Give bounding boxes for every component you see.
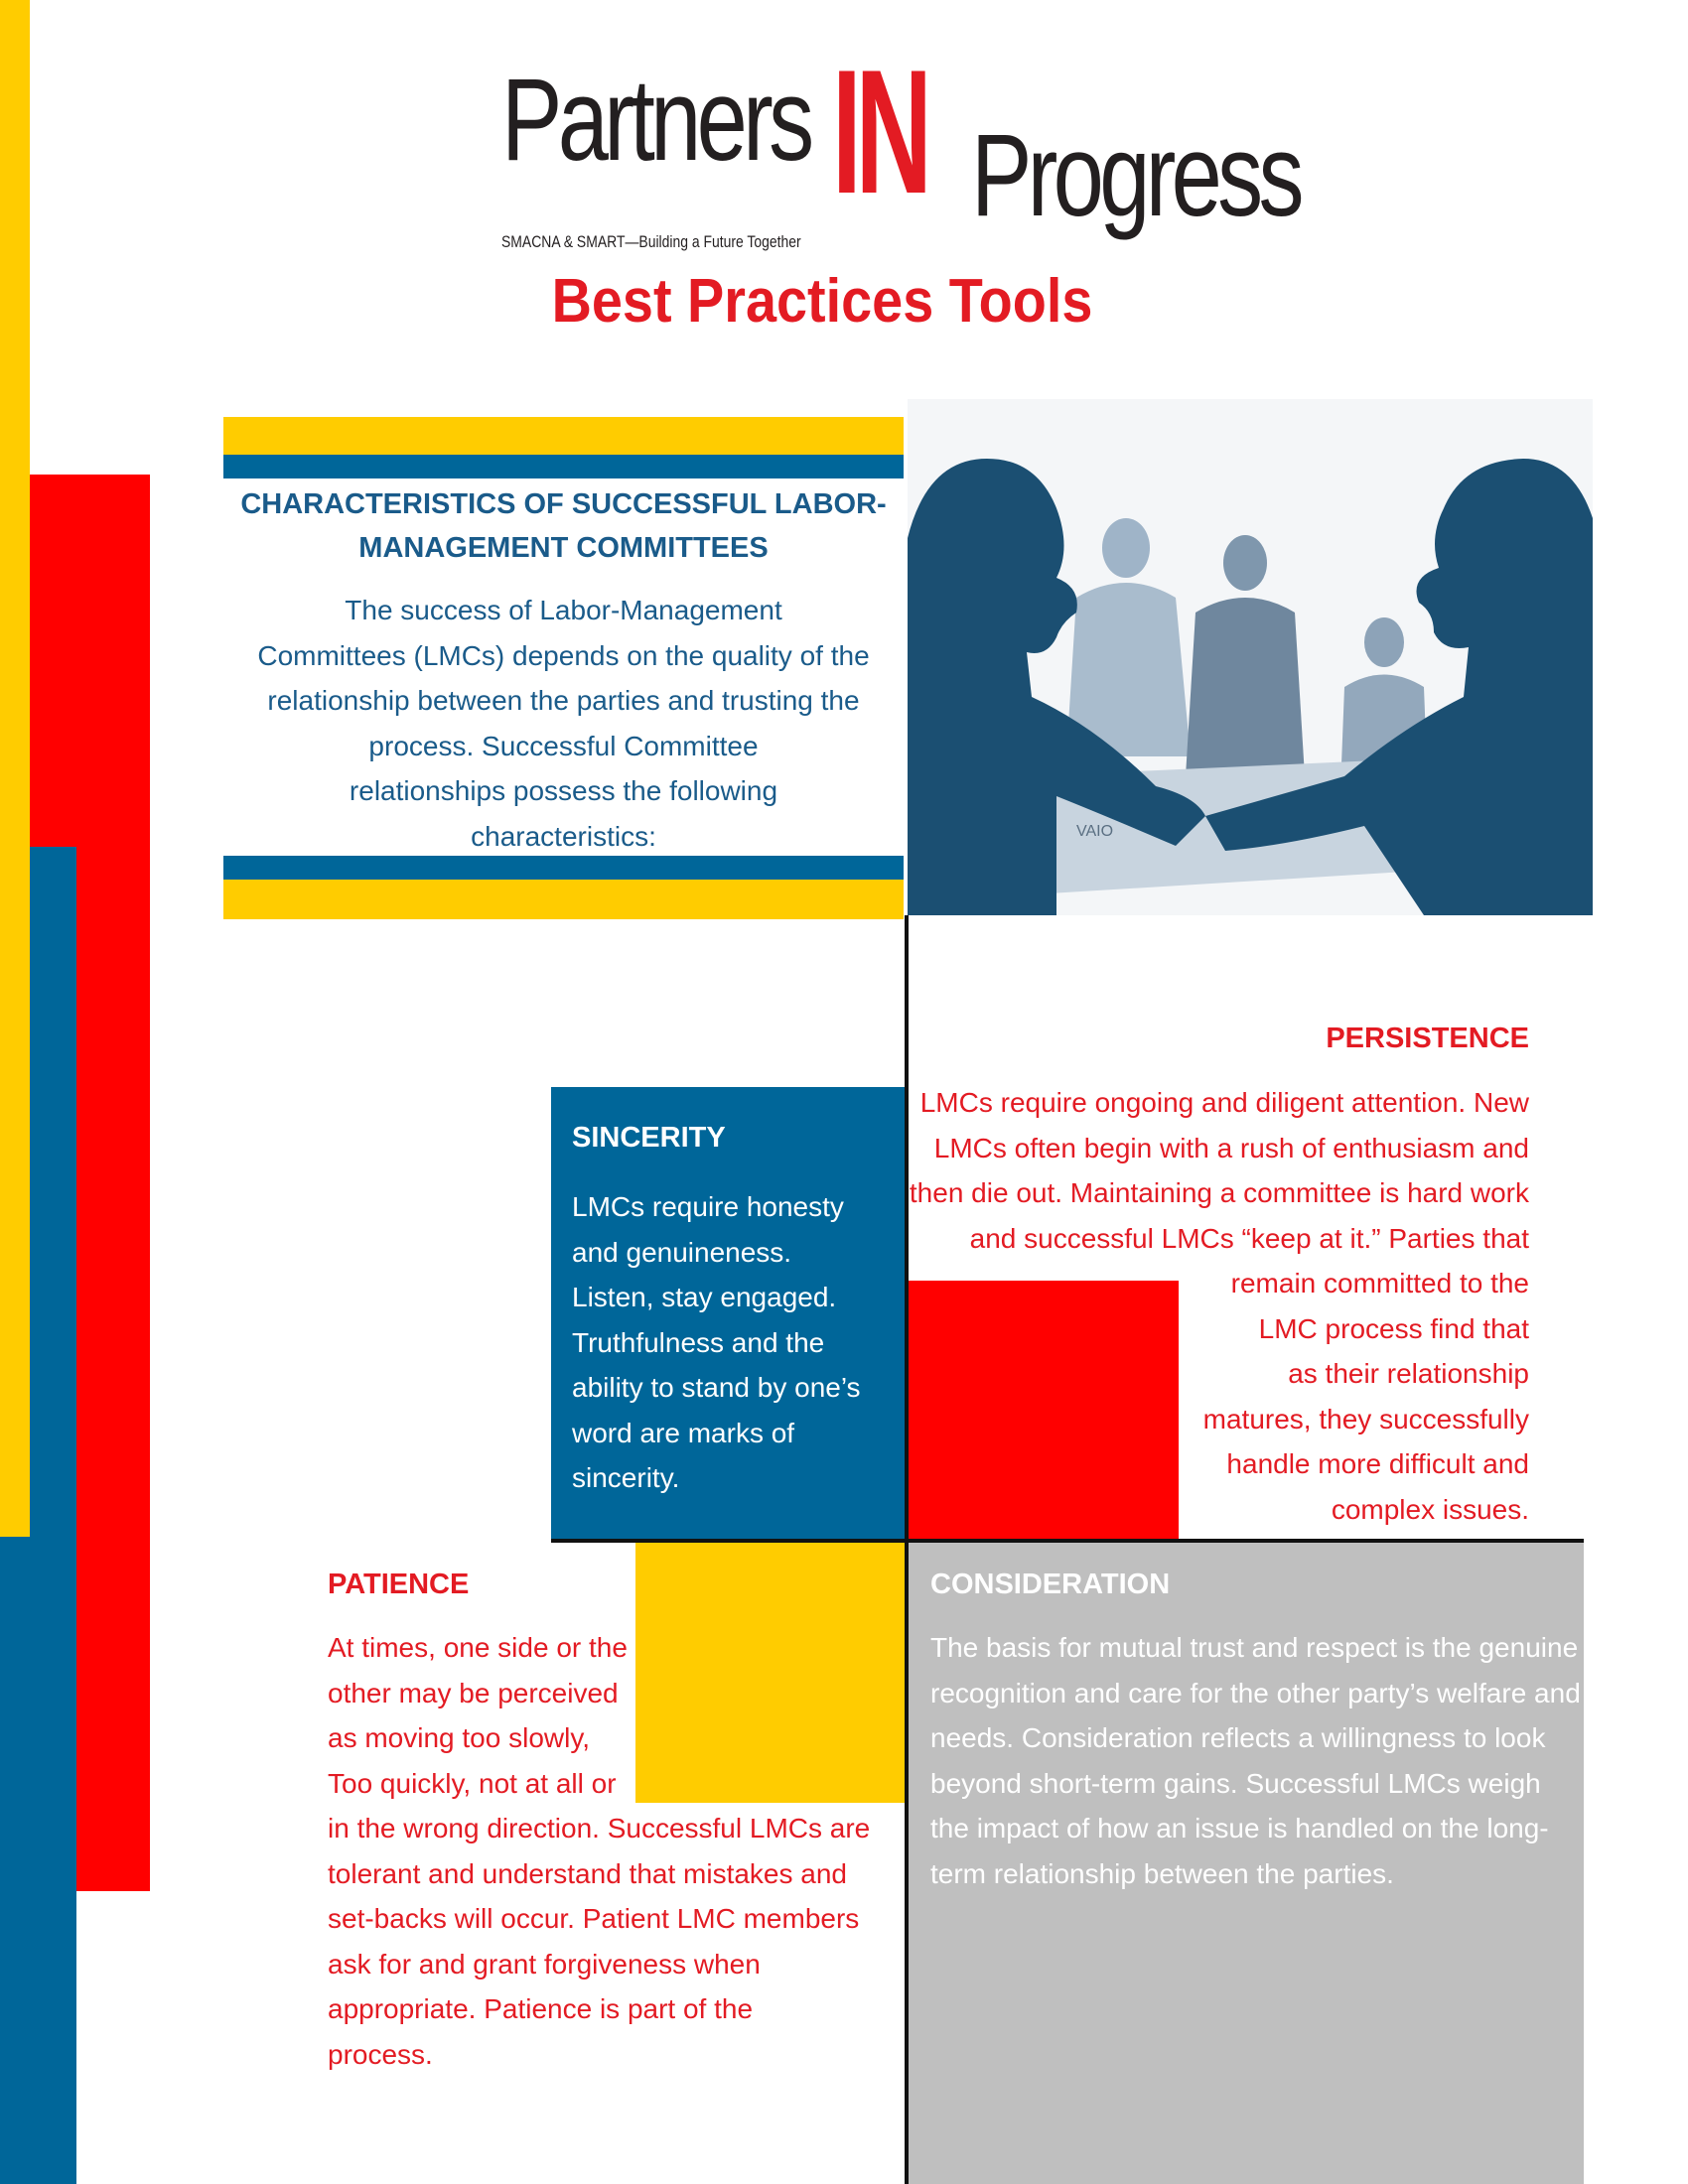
patience-line: process. <box>328 2038 433 2070</box>
patience-line: At times, one side or the <box>328 1632 628 1663</box>
intro-stripe-yellow-top <box>223 417 904 455</box>
intro-heading <box>223 482 904 570</box>
intro-body-line: characteristics: <box>471 820 656 852</box>
logo-progress-text: Progress <box>971 110 1300 241</box>
consideration-body <box>930 1625 1581 1896</box>
persistence-line: LMCs often begin with a rush of enthusiasm and <box>933 1132 1529 1163</box>
consideration-heading: CONSIDERATION <box>930 1569 1171 1600</box>
handshake-silhouette-image <box>908 399 1593 915</box>
intro-body-line: process. Successful Committee <box>368 730 759 761</box>
left-yellow-bar <box>0 0 30 1537</box>
patience-heading: PATIENCE <box>328 1569 470 1600</box>
left-blue-inner-bar <box>30 847 76 1537</box>
left-blue-bar <box>0 1537 76 2184</box>
intro-stripe-blue-bottom <box>223 856 904 880</box>
patience-line: as moving too slowly, <box>328 1722 591 1753</box>
patience-line: other may be perceived <box>328 1677 619 1708</box>
consideration-line: The basis for mutual trust and respect is the genuine <box>930 1632 1579 1663</box>
persistence-line: remain committed to the <box>1230 1268 1529 1298</box>
sincerity-line: Listen, stay engaged. <box>572 1282 837 1312</box>
persistence-line: matures, they successfully <box>1202 1403 1529 1434</box>
persistence-body <box>909 1080 1529 1532</box>
patience-line: in the wrong direction. Successful LMCs are <box>328 1813 871 1843</box>
page-title: Best Practices Tools <box>551 267 1093 336</box>
intro-body-line: relationships possess the following <box>349 775 778 806</box>
horizontal-divider <box>551 1539 1584 1543</box>
patience-body <box>328 1625 904 2077</box>
consideration-line: beyond short-term gains. Successful LMCs weigh <box>930 1767 1541 1799</box>
intro-stripe-yellow-bottom <box>223 880 904 919</box>
intro-heading-line: CHARACTERISTICS OF SUCCESSFUL LABOR- <box>240 488 887 520</box>
intro-heading-line: MANAGEMENT COMMITTEES <box>358 532 769 564</box>
logo-in-text: IN <box>832 33 926 230</box>
sincerity-line: LMCs require honesty <box>572 1191 844 1222</box>
intro-body <box>243 588 884 859</box>
handshake-photo <box>908 399 1593 915</box>
logo-tagline: SMACNA & SMART—Building a Future Together <box>501 232 801 251</box>
patience-line: Too quickly, not at all or <box>328 1767 617 1799</box>
laptop-brand-label: VAIO <box>1076 823 1114 840</box>
persistence-line: as their relationship <box>1288 1358 1529 1389</box>
sincerity-line: and genuineness. <box>572 1236 792 1268</box>
patience-line: tolerant and understand that mistakes and <box>328 1857 848 1889</box>
consideration-line: term relationship between the parties. <box>930 1857 1394 1889</box>
consideration-line: needs. Consideration reflects a willingness to look <box>930 1722 1546 1753</box>
patience-line: set-backs will occur. Patient LMC members <box>328 1903 860 1934</box>
persistence-line: handle more difficult and <box>1226 1448 1529 1479</box>
sincerity-line: sincerity. <box>572 1462 680 1493</box>
consideration-line: the impact of how an issue is handled on the long- <box>930 1813 1549 1843</box>
persistence-line: and successful LMCs “keep at it.” Parties that <box>969 1222 1529 1254</box>
consideration-line: recognition and care for the other party’s welfare and <box>930 1677 1581 1708</box>
patience-line: appropriate. Patience is part of the <box>328 1993 754 2024</box>
sincerity-line: Truthfulness and the <box>572 1326 825 1358</box>
persistence-line: then die out. Maintaining a committee is hard work <box>909 1177 1529 1208</box>
intro-stripe-blue-top <box>223 455 904 478</box>
sincerity-line: ability to stand by one’s <box>572 1372 861 1403</box>
sincerity-body <box>572 1184 895 1501</box>
persistence-line: LMC process find that <box>1258 1312 1529 1344</box>
patience-line: ask for and grant forgiveness when <box>328 1948 761 1979</box>
logo-partners-text: Partners <box>501 55 810 186</box>
sincerity-heading: SINCERITY <box>572 1122 726 1154</box>
intro-body-line: The success of Labor-Management <box>345 595 782 625</box>
persistence-heading: PERSISTENCE <box>1326 1023 1529 1054</box>
intro-body-line: relationship between the parties and trusting the <box>267 685 860 716</box>
intro-body-line: Committees (LMCs) depends on the quality of the <box>257 639 870 671</box>
persistence-line: LMCs require ongoing and diligent attention. New <box>919 1087 1529 1118</box>
persistence-line: complex issues. <box>1331 1493 1529 1525</box>
sincerity-line: word are marks of <box>572 1417 795 1448</box>
